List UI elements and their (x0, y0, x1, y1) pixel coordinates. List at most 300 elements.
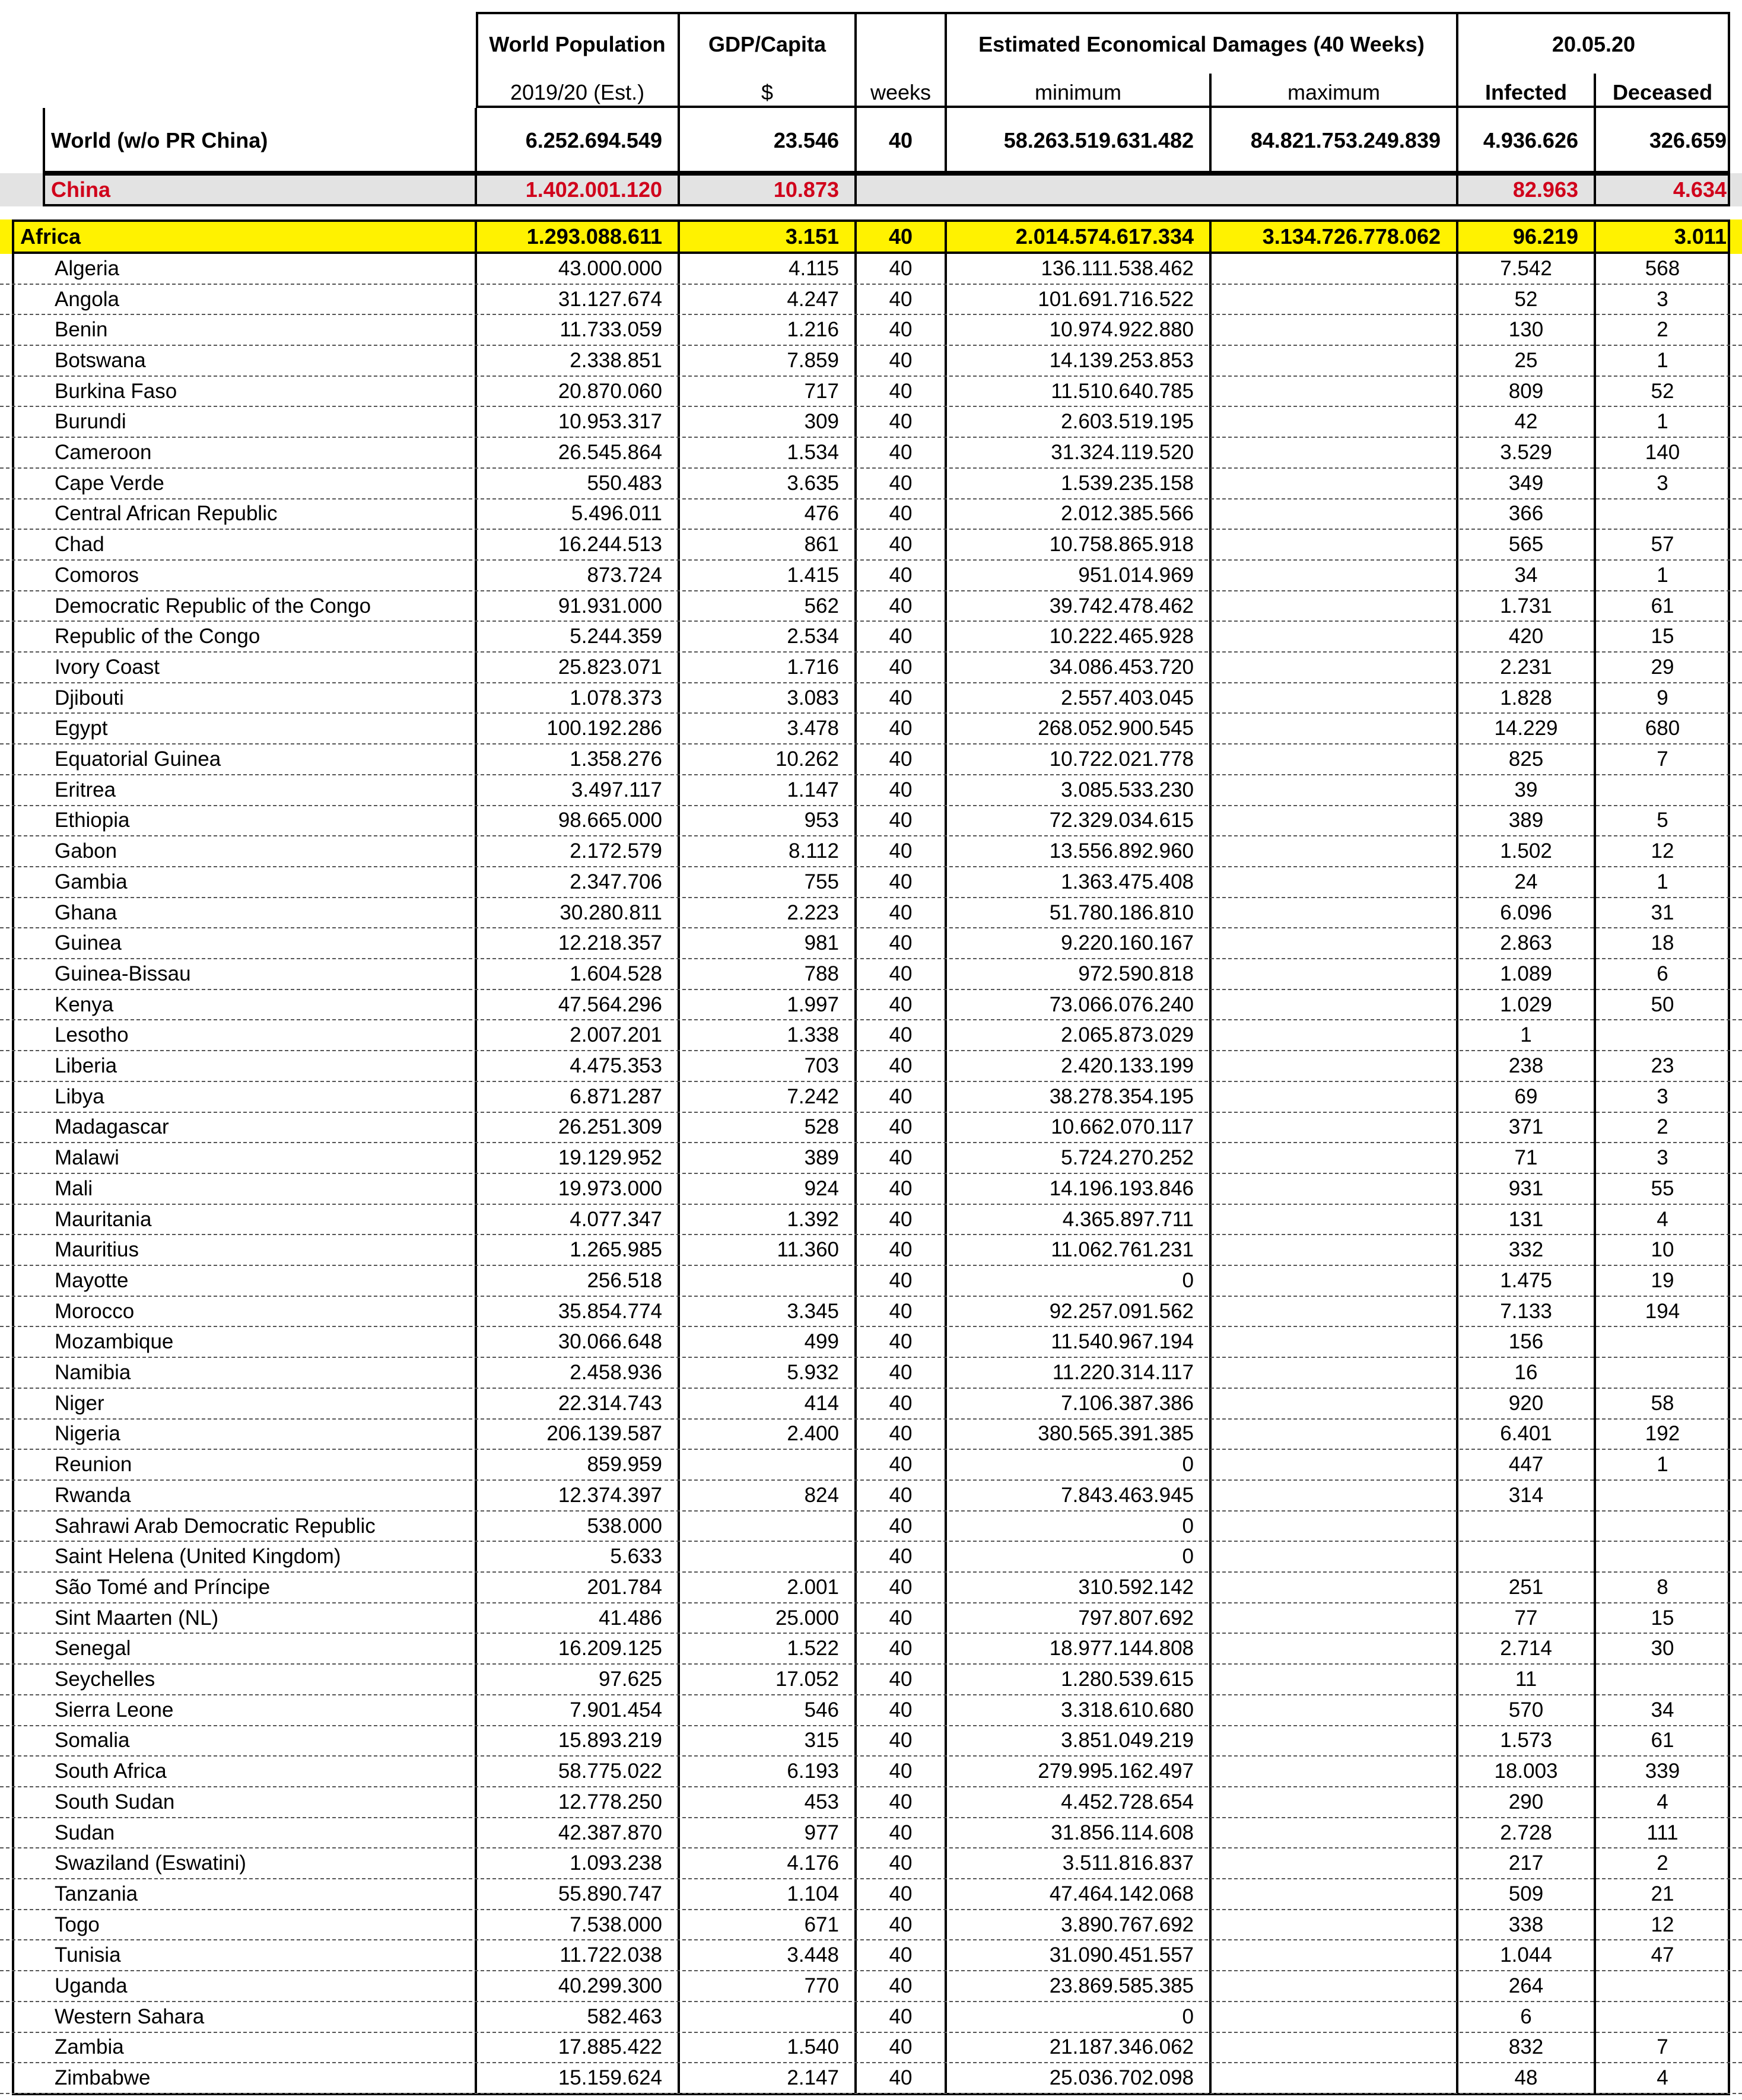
country-deceased (1595, 1328, 1730, 1357)
country-infected: 1.089 (1500, 962, 1552, 985)
country-name: Somalia (55, 1729, 130, 1752)
country-population: 256.518 (587, 1268, 662, 1292)
country-damage-min: 310.592.142 (1078, 1575, 1194, 1599)
country-weeks: 40 (889, 1974, 913, 1998)
country-name: Western Sahara (55, 2004, 205, 2028)
country-deceased (1595, 1971, 1730, 2001)
country-population: 30.066.648 (558, 1330, 662, 1354)
country-damage-min: 7.106.387.386 (1061, 1391, 1194, 1415)
country-gdp (679, 1512, 856, 1541)
table-row (0, 1818, 1742, 1849)
country-gdp: 453 (804, 1790, 839, 1813)
country-name: Niger (55, 1391, 104, 1415)
country-name: Zambia (55, 2035, 124, 2059)
country-name: Mozambique (55, 1330, 174, 1354)
world-row (0, 108, 1742, 173)
country-name: Comoros (55, 563, 139, 587)
world-gdp: 23.546 (773, 128, 839, 152)
country-gdp: 4.115 (789, 256, 839, 280)
china-divider (854, 173, 857, 206)
country-damage-min: 136.111.538.462 (1041, 256, 1194, 280)
country-weeks: 40 (889, 1084, 913, 1108)
table-row (0, 1695, 1742, 1726)
country-gdp: 981 (804, 931, 839, 955)
country-deceased: 61 (1651, 594, 1674, 618)
country-name: Senegal (55, 1637, 131, 1660)
country-deceased: 4 (1657, 1790, 1668, 1813)
country-gdp (679, 1450, 856, 1479)
country-damage-min: 23.869.585.385 (1049, 1974, 1194, 1998)
country-name: Sudan (55, 1821, 115, 1844)
table-row (0, 1297, 1742, 1328)
country-population: 43.000.000 (558, 256, 662, 280)
country-gdp: 5.932 (787, 1361, 839, 1385)
country-population: 2.338.851 (570, 348, 662, 372)
china-infected: 82.963 (1512, 177, 1578, 202)
country-infected: 314 (1508, 1483, 1544, 1507)
country-weeks: 40 (889, 1023, 913, 1047)
country-deceased: 50 (1651, 992, 1674, 1016)
table-row (0, 1726, 1742, 1757)
country-gdp: 10.262 (775, 747, 839, 771)
country-deceased: 12 (1651, 839, 1674, 863)
country-weeks: 40 (889, 1882, 913, 1905)
country-gdp: 11.360 (777, 1238, 839, 1262)
country-weeks: 40 (889, 962, 913, 985)
country-gdp: 1.415 (787, 563, 839, 587)
country-gdp: 2.400 (787, 1422, 839, 1446)
country-name: Kenya (55, 992, 114, 1016)
country-weeks: 40 (889, 1821, 913, 1844)
country-damage-min: 951.014.969 (1078, 563, 1194, 587)
country-damage-min: 3.511.816.837 (1062, 1851, 1194, 1875)
country-gdp: 717 (804, 379, 839, 403)
country-infected: 2.714 (1500, 1637, 1552, 1660)
table-row (0, 254, 1742, 285)
table-row (0, 315, 1742, 346)
table-row (0, 775, 1742, 806)
country-population: 859.959 (587, 1453, 662, 1477)
country-name: Namibia (55, 1361, 131, 1385)
table-row (0, 1941, 1742, 1972)
table-row (0, 714, 1742, 745)
country-infected: 1.475 (1500, 1268, 1552, 1292)
country-gdp: 528 (804, 1115, 839, 1139)
country-damage-min: 34.086.453.720 (1049, 655, 1194, 679)
china-divider (1456, 173, 1458, 206)
country-gdp: 1.522 (787, 1637, 839, 1660)
table-row (0, 928, 1742, 959)
country-damage-min: 73.066.076.240 (1049, 992, 1194, 1016)
country-population: 5.244.359 (570, 625, 662, 648)
country-gdp: 7.859 (787, 348, 839, 372)
country-gdp (679, 2002, 856, 2032)
country-gdp (679, 1542, 856, 1571)
country-weeks: 40 (889, 1299, 913, 1323)
max-subheader: maximum (1287, 80, 1380, 104)
country-population: 538.000 (587, 1514, 662, 1538)
country-deceased (1595, 775, 1730, 805)
country-infected: 1.573 (1500, 1729, 1552, 1752)
country-gdp: 755 (804, 870, 839, 893)
country-name: Uganda (55, 1974, 128, 1998)
country-damage-min: 4.365.897.711 (1062, 1207, 1194, 1231)
country-name: São Tomé and Príncipe (55, 1575, 271, 1599)
table-row (0, 1051, 1742, 1082)
country-population: 2.172.579 (570, 839, 662, 863)
country-population: 5.496.011 (571, 502, 662, 526)
country-infected: 156 (1508, 1330, 1544, 1354)
country-name: Burkina Faso (55, 379, 177, 403)
country-damage-min: 380.565.391.385 (1038, 1422, 1194, 1446)
country-population: 26.545.864 (558, 441, 662, 464)
country-gdp: 703 (804, 1054, 839, 1078)
country-population: 19.129.952 (558, 1146, 662, 1170)
table-row (0, 1971, 1742, 2002)
country-weeks: 40 (889, 1606, 913, 1630)
country-weeks: 40 (889, 1637, 913, 1660)
country-infected: 71 (1514, 1146, 1538, 1170)
country-damage-min: 7.843.463.945 (1061, 1483, 1194, 1507)
table-row (0, 1757, 1742, 1787)
table-row (0, 561, 1742, 591)
table-row (0, 1420, 1742, 1450)
table-row (0, 591, 1742, 622)
country-deceased: 31 (1651, 901, 1674, 924)
country-infected: 825 (1508, 747, 1544, 771)
country-damage-min: 972.590.818 (1078, 962, 1194, 985)
country-deceased: 6 (1657, 962, 1668, 985)
country-deceased: 8 (1657, 1575, 1668, 1599)
country-gdp: 4.247 (787, 287, 839, 311)
country-gdp: 4.176 (787, 1851, 839, 1875)
table-row (0, 2033, 1742, 2064)
country-damage-min: 31.324.119.520 (1051, 441, 1194, 464)
country-deceased (1595, 1358, 1730, 1388)
country-damage-min: 11.220.314.117 (1052, 1361, 1194, 1385)
country-damage-min: 10.722.021.778 (1049, 747, 1194, 771)
country-name: Liberia (55, 1054, 117, 1078)
country-deceased: 57 (1651, 533, 1674, 556)
table-row (0, 990, 1742, 1021)
country-population: 98.665.000 (558, 809, 662, 832)
country-name: Burundi (55, 410, 126, 434)
country-population: 2.347.706 (570, 870, 662, 893)
table-row (0, 1634, 1742, 1665)
africa-deceased: 3.011 (1674, 224, 1727, 249)
country-infected: 371 (1508, 1115, 1544, 1139)
table-row (0, 1787, 1742, 1818)
china-gdp: 10.873 (773, 177, 839, 202)
country-infected: 570 (1508, 1698, 1544, 1722)
infected-header: Infected (1484, 80, 1568, 104)
country-name: Lesotho (55, 1023, 129, 1047)
table-row (0, 653, 1742, 683)
country-population: 7.538.000 (570, 1913, 662, 1936)
weeks-subheader: weeks (870, 80, 932, 104)
country-gdp: 499 (804, 1330, 839, 1354)
country-gdp: 2.147 (787, 2066, 839, 2090)
table-row (0, 867, 1742, 898)
country-infected: 18.003 (1494, 1759, 1558, 1783)
country-gdp: 8.112 (789, 839, 839, 863)
country-weeks: 40 (889, 717, 913, 740)
country-deceased: 4 (1657, 2066, 1668, 2090)
country-population: 17.885.422 (558, 2035, 662, 2059)
country-name: Mauritius (55, 1238, 139, 1262)
country-population: 15.893.219 (558, 1729, 662, 1752)
country-population: 1.265.985 (570, 1238, 662, 1262)
table-row (0, 1021, 1742, 1052)
country-deceased: 34 (1651, 1698, 1674, 1722)
country-weeks: 40 (889, 348, 913, 372)
china-divider (678, 173, 680, 206)
country-infected: 251 (1508, 1575, 1544, 1599)
country-weeks: 40 (889, 1115, 913, 1139)
country-deceased (1595, 1481, 1730, 1510)
country-gdp: 546 (804, 1698, 839, 1722)
country-weeks: 40 (889, 1207, 913, 1231)
country-weeks: 40 (889, 1054, 913, 1078)
table-row (0, 959, 1742, 990)
country-population: 1.358.276 (570, 747, 662, 771)
country-deceased: 1 (1657, 1453, 1668, 1477)
country-deceased: 1 (1657, 410, 1668, 434)
country-infected (1457, 1542, 1595, 1571)
table-row (0, 438, 1742, 469)
country-damage-min: 39.742.478.462 (1049, 594, 1194, 618)
country-damage-min: 268.052.900.545 (1038, 717, 1194, 740)
country-gdp: 3.345 (787, 1299, 839, 1323)
country-name: Algeria (55, 256, 119, 280)
country-infected: 25 (1514, 348, 1538, 372)
country-name: Ghana (55, 901, 117, 924)
country-population: 35.854.774 (558, 1299, 662, 1323)
country-name: Ethiopia (55, 809, 130, 832)
country-name: Togo (55, 1913, 100, 1936)
country-name: Djibouti (55, 686, 124, 709)
country-damage-min: 2.603.519.195 (1061, 410, 1194, 434)
country-infected: 52 (1514, 287, 1538, 311)
country-name: Cameroon (55, 441, 152, 464)
gdp-header: GDP/Capita (708, 32, 827, 56)
country-population: 4.475.353 (570, 1054, 662, 1078)
header-row-subtitles (0, 77, 1742, 108)
country-damage-min: 21.187.346.062 (1049, 2035, 1194, 2059)
country-deceased: 2 (1657, 318, 1668, 342)
country-weeks: 40 (889, 931, 913, 955)
country-infected: 48 (1514, 2066, 1538, 2090)
country-weeks: 40 (889, 1913, 913, 1936)
country-population: 1.078.373 (570, 686, 662, 709)
table-row (0, 530, 1742, 561)
country-population: 7.901.454 (570, 1698, 662, 1722)
country-weeks: 40 (889, 471, 913, 495)
country-infected: 509 (1508, 1882, 1544, 1905)
country-weeks: 40 (889, 992, 913, 1016)
country-gdp: 770 (804, 1974, 839, 1998)
country-gdp: 1.216 (787, 318, 839, 342)
country-infected: 6.096 (1500, 901, 1552, 924)
country-infected: 420 (1508, 625, 1544, 648)
country-infected: 7.133 (1500, 1299, 1552, 1323)
china-deceased: 4.634 (1673, 177, 1727, 202)
country-name: Seychelles (55, 1668, 155, 1691)
table-row (0, 898, 1742, 929)
country-population: 16.209.125 (558, 1637, 662, 1660)
country-damage-min: 279.995.162.497 (1038, 1759, 1194, 1783)
country-name: Saint Helena (United Kingdom) (55, 1545, 341, 1568)
country-name: Zimbabwe (55, 2066, 151, 2090)
country-weeks: 40 (889, 502, 913, 526)
africa-frame (12, 219, 1730, 254)
country-infected: 131 (1508, 1207, 1544, 1231)
country-gdp: 3.478 (787, 717, 839, 740)
country-weeks: 40 (889, 379, 913, 403)
country-infected: 809 (1508, 379, 1544, 403)
country-damage-min: 10.974.922.880 (1049, 318, 1194, 342)
country-infected: 1.502 (1500, 839, 1552, 863)
country-damage-min: 11.540.967.194 (1051, 1330, 1194, 1354)
country-gdp: 1.147 (787, 778, 839, 801)
country-damage-min: 10.758.865.918 (1049, 533, 1194, 556)
country-gdp: 7.242 (787, 1084, 839, 1108)
country-damage-min: 10.222.465.928 (1049, 625, 1194, 648)
country-damage-min: 3.318.610.680 (1061, 1698, 1194, 1722)
country-weeks: 40 (889, 1668, 913, 1691)
country-weeks: 40 (889, 1176, 913, 1200)
country-population: 26.251.309 (558, 1115, 662, 1139)
country-deceased: 12 (1651, 1913, 1674, 1936)
country-gdp: 924 (804, 1176, 839, 1200)
country-infected: 447 (1508, 1453, 1544, 1477)
table-row (0, 1665, 1742, 1695)
country-population: 6.871.287 (570, 1084, 662, 1108)
country-name: Mali (55, 1176, 93, 1200)
country-deceased: 1 (1657, 348, 1668, 372)
table-row (0, 1113, 1742, 1144)
country-infected: 332 (1508, 1238, 1544, 1262)
country-weeks: 40 (889, 1759, 913, 1783)
country-damage-min: 13.556.892.960 (1049, 839, 1194, 863)
country-gdp: 1.534 (787, 441, 839, 464)
country-population: 30.280.811 (560, 901, 662, 924)
country-population: 10.953.317 (558, 410, 662, 434)
country-infected: 2.863 (1500, 931, 1552, 955)
country-weeks: 40 (889, 1268, 913, 1292)
country-name: Gambia (55, 870, 128, 893)
country-gdp: 861 (804, 533, 839, 556)
country-damage-min: 31.856.114.608 (1051, 1821, 1194, 1844)
country-weeks: 40 (889, 901, 913, 924)
country-deceased: 18 (1651, 931, 1674, 955)
country-gdp: 1.716 (787, 655, 839, 679)
country-population: 12.218.357 (558, 931, 662, 955)
country-gdp (679, 1266, 856, 1296)
table-row (0, 1082, 1742, 1113)
country-name: Eritrea (55, 778, 116, 801)
country-deceased (1595, 1512, 1730, 1541)
country-name: Guinea-Bissau (55, 962, 191, 985)
country-infected: 34 (1514, 563, 1538, 587)
country-infected: 1.731 (1500, 594, 1552, 618)
country-infected: 130 (1508, 318, 1544, 342)
africa-name: Africa (20, 224, 81, 249)
country-gdp: 315 (804, 1729, 839, 1752)
country-weeks: 40 (889, 1422, 913, 1446)
country-deceased: 192 (1645, 1422, 1680, 1446)
country-deceased: 3 (1657, 1146, 1668, 1170)
table-row (0, 1235, 1742, 1266)
country-infected: 77 (1514, 1606, 1538, 1630)
country-gdp: 17.052 (775, 1668, 839, 1691)
country-damage-min: 11.510.640.785 (1051, 379, 1194, 403)
country-infected: 1.044 (1500, 1943, 1552, 1967)
table-row (0, 683, 1742, 714)
country-weeks: 40 (889, 870, 913, 893)
table-row (0, 469, 1742, 499)
country-population: 47.564.296 (558, 992, 662, 1016)
country-deceased: 140 (1645, 441, 1680, 464)
country-name: Swaziland (Eswatini) (55, 1851, 246, 1875)
min-subheader: minimum (1034, 80, 1121, 104)
table-row (0, 377, 1742, 408)
country-name: Central African Republic (55, 502, 278, 526)
country-damage-min: 72.329.034.615 (1049, 809, 1194, 832)
country-deceased (1595, 1665, 1730, 1694)
country-name: Nigeria (55, 1422, 120, 1446)
country-weeks: 40 (889, 533, 913, 556)
country-damage-min: 2.012.385.566 (1061, 502, 1194, 526)
country-weeks: 40 (889, 2035, 913, 2059)
country-weeks: 40 (889, 747, 913, 771)
country-name: Tanzania (55, 1882, 138, 1905)
country-deceased: 52 (1651, 379, 1674, 403)
table-row (0, 1450, 1742, 1481)
country-population: 31.127.674 (558, 287, 662, 311)
country-deceased: 194 (1645, 1299, 1680, 1323)
country-name: Chad (55, 533, 104, 556)
table-row (0, 1512, 1742, 1542)
country-population: 12.374.397 (558, 1483, 662, 1507)
country-name: Malawi (55, 1146, 119, 1170)
country-gdp: 389 (804, 1146, 839, 1170)
world-deceased: 326.659 (1649, 128, 1727, 152)
country-infected: 16 (1514, 1361, 1538, 1385)
country-infected: 338 (1508, 1913, 1544, 1936)
table-row (0, 1573, 1742, 1603)
china-divider (475, 173, 477, 206)
country-population: 58.775.022 (558, 1759, 662, 1783)
country-gdp: 3.635 (787, 471, 839, 495)
country-deceased: 7 (1657, 2035, 1668, 2059)
world-population: 6.252.694.549 (525, 128, 662, 152)
country-name: South Africa (55, 1759, 167, 1783)
country-population: 25.823.071 (558, 655, 662, 679)
country-weeks: 40 (889, 1851, 913, 1875)
country-deceased: 1 (1657, 870, 1668, 893)
country-gdp: 671 (804, 1913, 839, 1936)
country-infected: 69 (1514, 1084, 1538, 1108)
country-weeks: 40 (889, 256, 913, 280)
country-population: 55.890.747 (558, 1882, 662, 1905)
country-damage-min: 2.065.873.029 (1061, 1023, 1194, 1047)
country-population: 5.633 (610, 1545, 662, 1568)
country-gdp: 309 (804, 410, 839, 434)
country-deceased: 2 (1657, 1851, 1668, 1875)
population-subheader: 2019/20 (Est.) (510, 80, 645, 104)
country-population: 40.299.300 (558, 1974, 662, 1998)
